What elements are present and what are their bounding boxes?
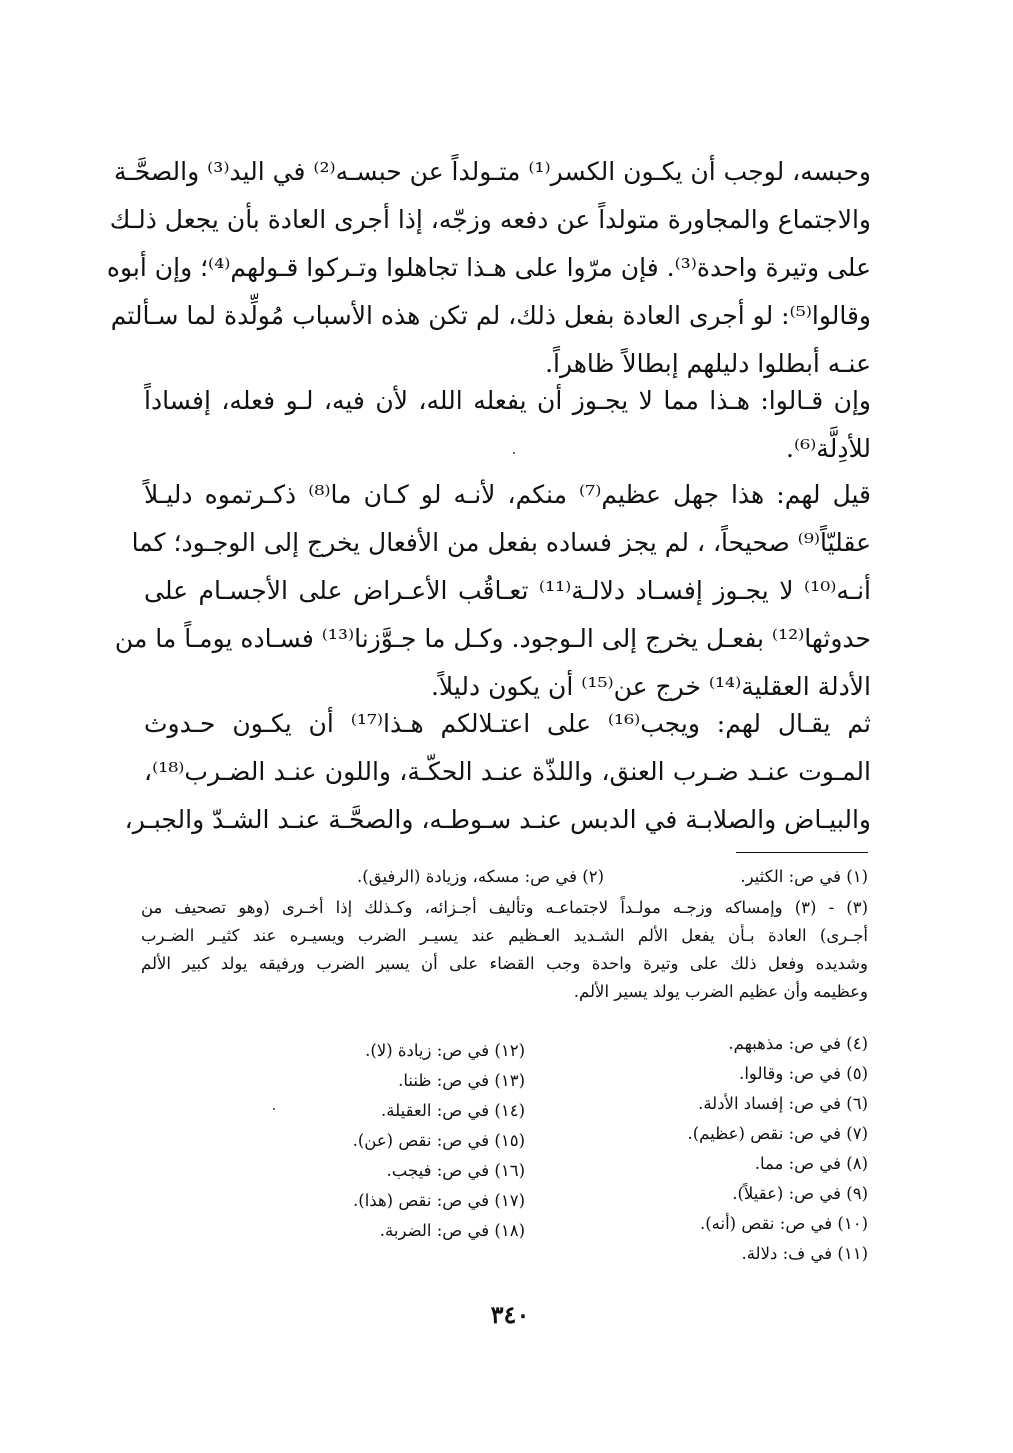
paragraph-1 xyxy=(106,148,871,388)
footnote-6: (٦) في ص: إفساد الأدلة. xyxy=(698,1094,868,1113)
text-line: وحبسه، لوجب أن يكـون الكسر⁽¹⁾ متـولداً عن حبسـه⁽²⁾ في اليد⁽³⁾ والصحَّـة xyxy=(114,157,871,186)
text-line: عقليّاً⁽⁹⁾ صحيحاً، ، لم يجز فساده بفعل من الأفعال يخرج إلى الوجـود؛ كما xyxy=(131,528,871,557)
footnote-15: (١٥) في ص: نقص (عن). xyxy=(352,1131,525,1150)
paragraph-4 xyxy=(124,700,871,844)
footnote-3 xyxy=(141,894,868,1006)
footnote-1: (١) في ص: الكثير. xyxy=(740,867,868,886)
text-line: للأدِلَّة⁽⁶⁾. xyxy=(786,434,871,463)
text-line: قيل لهم: هذا جهل عظيم⁽⁷⁾ منكم، لأنـه لو كـان ما⁽⁸⁾ ذكـرتموه دليـلاً xyxy=(144,480,872,509)
text-line: ثم يقـال لهم: ويجب⁽¹⁶⁾ على اعتـلالكم هـذا⁽¹⁷⁾ أن يكـون حـدوث xyxy=(144,709,871,738)
text-line: على وتيرة واحدة⁽³⁾. فإن مرّوا على هـذا تجاهلوا وتـركوا قـولهم⁽⁴⁾؛ وإن أبوه xyxy=(106,253,871,282)
text-line: والبيـاض والصلابـة في الدبس عنـد سـوطـه، والصحَّـة عنـد الشـدّ والجبـر، xyxy=(124,805,871,834)
footnote-2: (٢) في ص: مسكه، وزيادة (الرفيق). xyxy=(357,867,604,886)
footnote-line: وشديده وفعل ذلك على وتيرة واحدة وجب القضاء على أن يسير الضرب ورفيقه يولد كبير الألم xyxy=(141,954,868,973)
footnote-9: (٩) في ص: (عقيلاً). xyxy=(732,1184,868,1203)
footnotes-right-column xyxy=(628,1029,868,1269)
footnote-13: (١٣) في ص: ظننا. xyxy=(398,1071,525,1090)
text-line: عنـه أبطلوا دليلهم إبطالاً ظاهراً. xyxy=(545,349,871,378)
footnote-line: وعظيمه وأن عظيم الضرب يولد يسير الألم. xyxy=(573,982,868,1001)
text-line: حدوثها⁽¹²⁾ بفعـل يخرج إلى الـوجود. وكـل ما جـوَّزنا⁽¹³⁾ فسـاده يومـاً ما من xyxy=(114,624,871,653)
footnote-5: (٥) في ص: وقالوا. xyxy=(739,1064,868,1083)
footnote-10: (١٠) في ص: نقص (أنه). xyxy=(699,1214,868,1233)
text-line: والاجتماع والمجاورة متولداً عن دفعه وزجّه، إذا أجرى العادة بأن يجعل ذلـك xyxy=(109,205,871,234)
stray-mark xyxy=(273,1108,275,1110)
footnote-17: (١٧) في ص: نقص (هذا). xyxy=(353,1191,525,1210)
text-line: وإن قـالوا: هـذا مما لا يجـوز أن يفعله الله، لأن فيه، لـو فعله، إفساداً xyxy=(144,386,871,415)
page-number: ٣٤٠ xyxy=(490,1300,530,1329)
footnote-7: (٧) في ص: نقص (عظيم). xyxy=(687,1124,868,1143)
footnote-8: (٨) في ص: مما. xyxy=(754,1154,868,1173)
footnotes-left-column xyxy=(285,1036,525,1246)
footnote-4: (٤) في ص: مذهبهم. xyxy=(728,1034,868,1053)
text-line: أنـه⁽¹⁰⁾ لا يجـوز إفسـاد دلالـة⁽¹¹⁾ تعـاقُب الأعـراض على الأجسـام على xyxy=(144,576,871,605)
footnote-16: (١٦) في ص: فيجب. xyxy=(386,1161,525,1180)
footnote-divider xyxy=(736,852,868,853)
text-line: المـوت عنـد ضـرب العنق، واللذّة عنـد الحكّـة، واللون عنـد الضـرب⁽¹⁸⁾، xyxy=(144,757,871,786)
text-line: وقالوا⁽⁵⁾: لو أجرى العادة بفعل ذلك، لم تكن هذه الأسباب مُولِّدة لما سـألتم xyxy=(110,301,871,330)
footnote-11: (١١) في ف: دلالة. xyxy=(741,1244,868,1263)
paragraph-2 xyxy=(144,377,871,473)
footnote-line: (٣) - (٣) وإمساكه وزجـه مولـداً لاجتماعـه وتأليف أجـزائه، وكـذلك إذا أخـرى (وهو تصحيف من xyxy=(141,898,868,917)
footnote-line: أجـرى) العادة بـأن يفعل الألم الشـديد العـظيم عند يسيـر الضرب ويسيـره عند كثيـر الضـرب xyxy=(141,926,868,945)
footnote-14: (١٤) في ص: العقيلة. xyxy=(381,1101,525,1120)
paragraph-3 xyxy=(114,471,872,711)
footnote-12: (١٢) في ص: زيادة (لا). xyxy=(365,1041,525,1060)
text-line: الأدلة العقلية⁽¹⁴⁾ خرج عن⁽¹⁵⁾ أن يكون دليلاً. xyxy=(430,672,871,701)
stray-mark xyxy=(513,452,515,454)
footnote-18: (١٨) في ص: الضربة. xyxy=(379,1221,525,1240)
